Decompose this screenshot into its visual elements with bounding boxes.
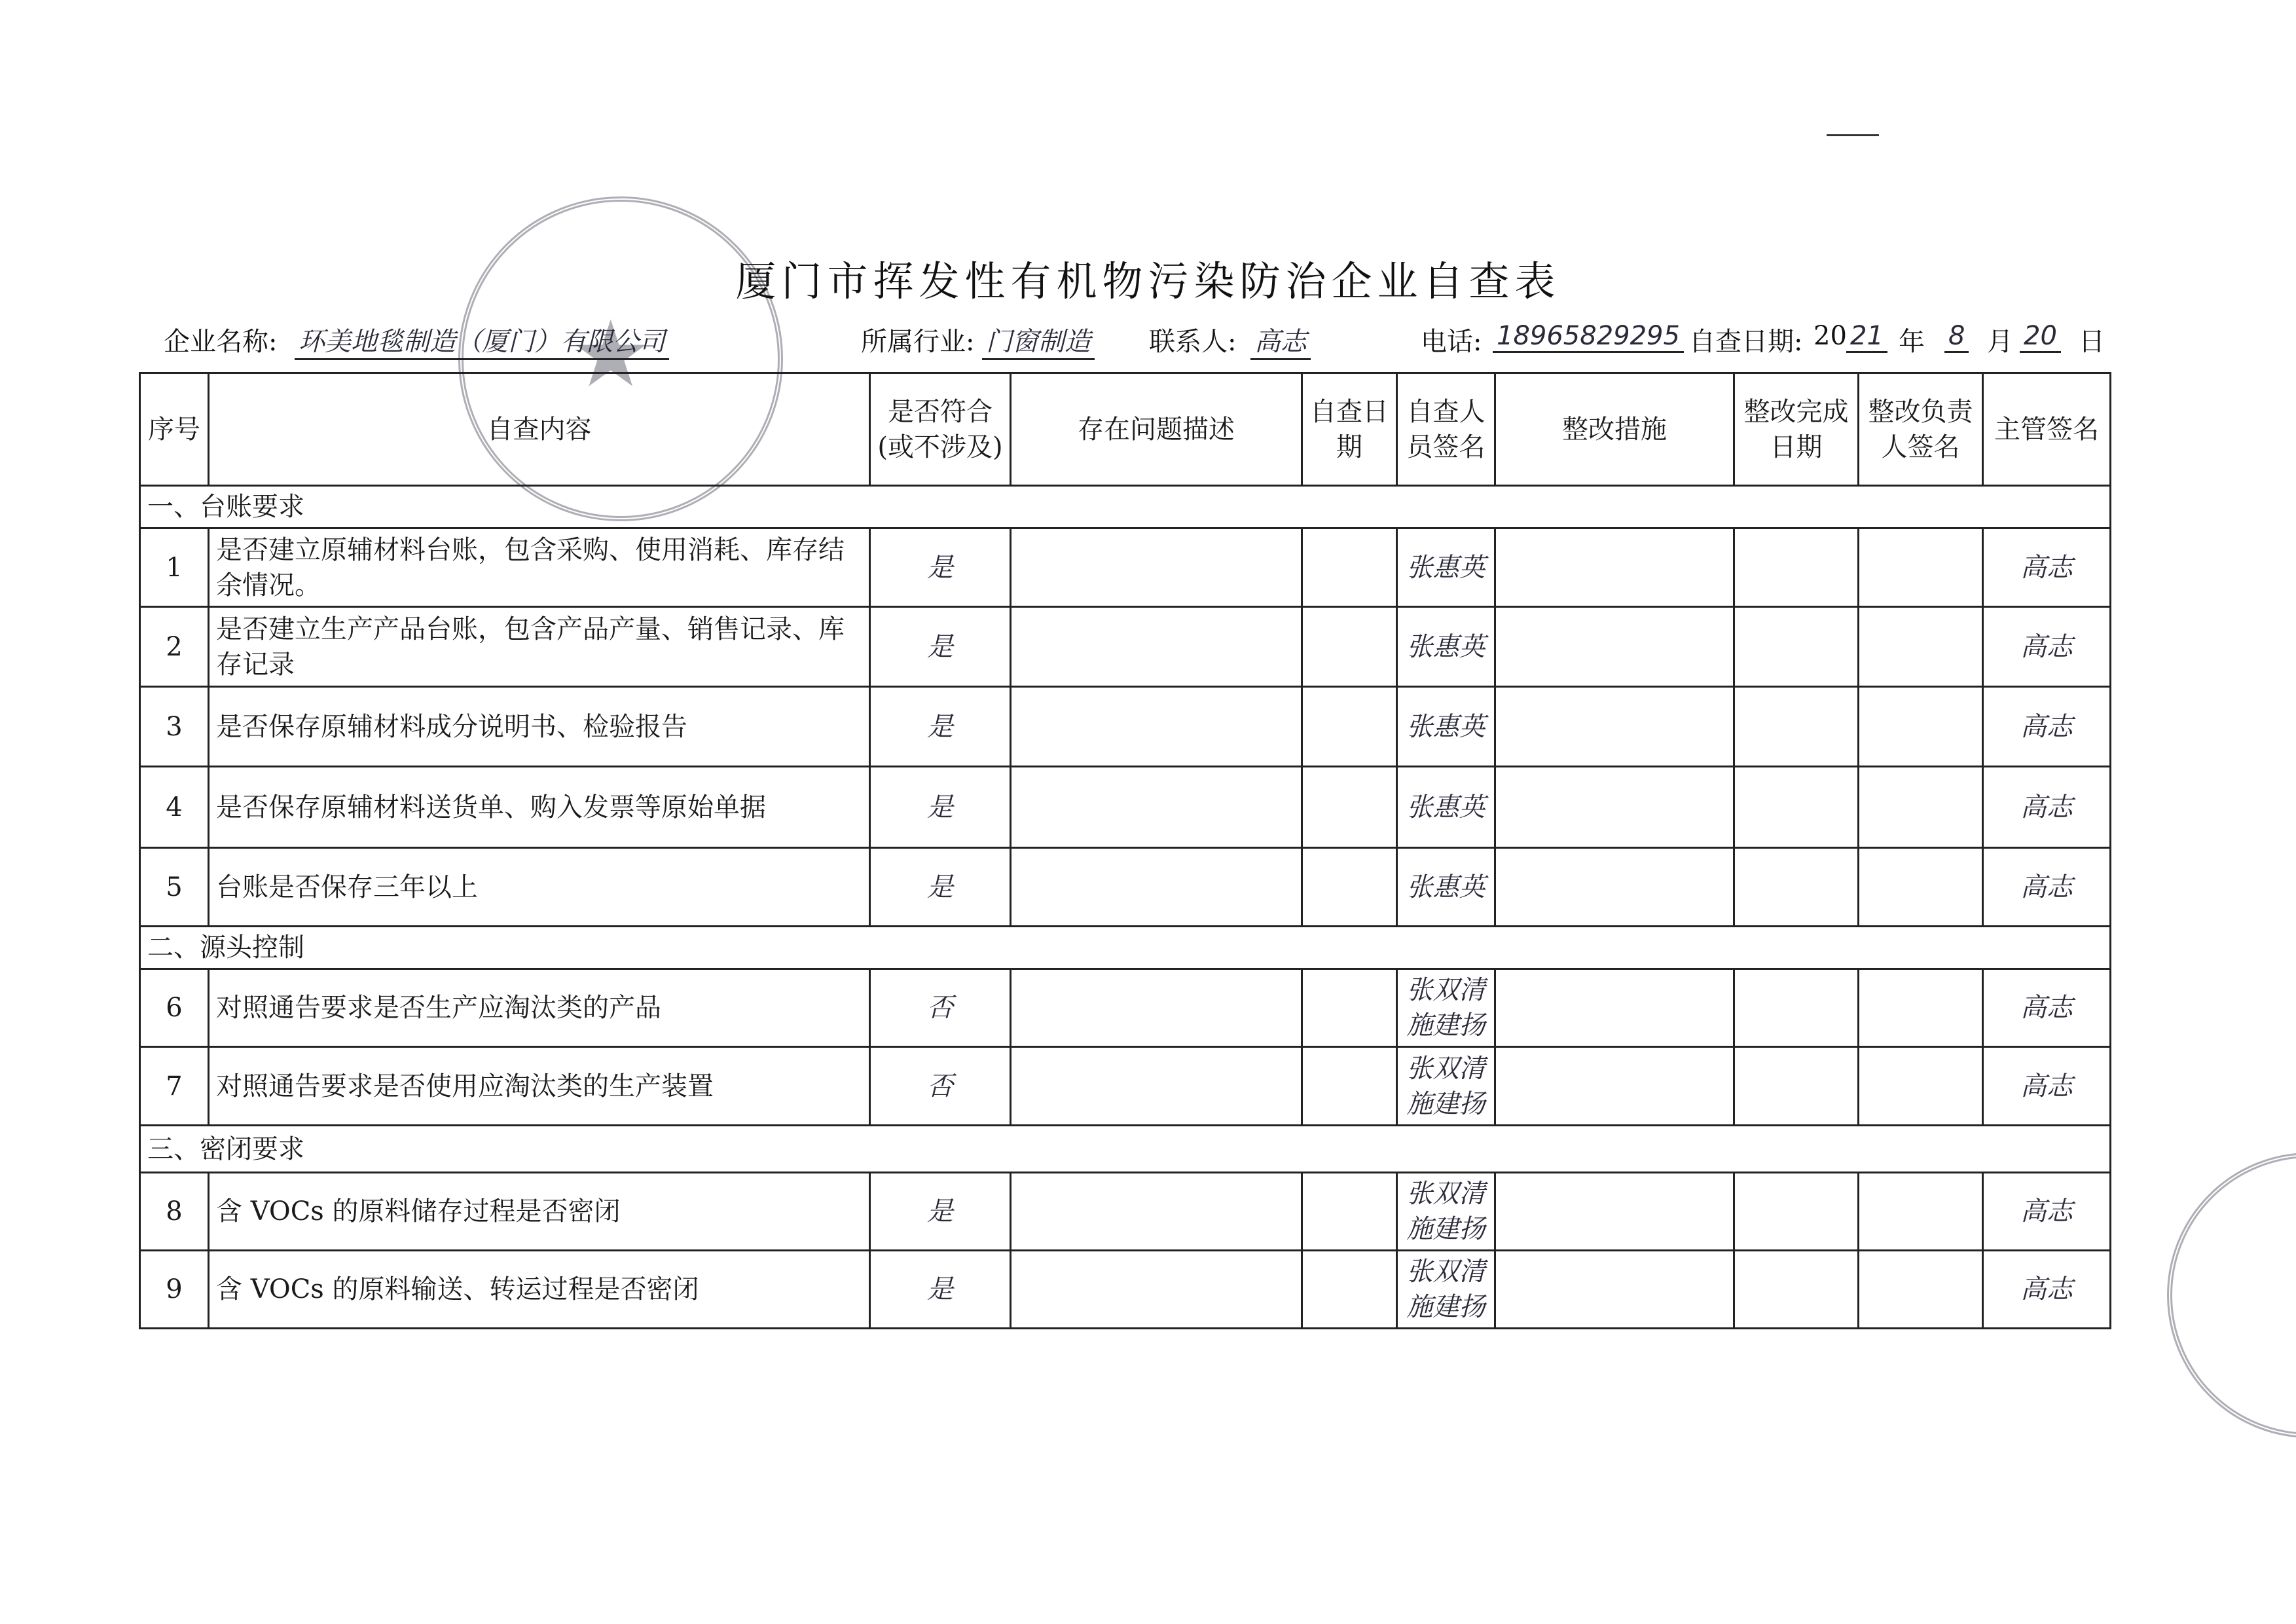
supervisor-signature: 高志 [1983,767,2111,848]
finish-date-cell [1734,969,1859,1047]
table-row [140,767,2111,848]
problem-cell [1011,607,1302,687]
problem-cell [1011,1047,1302,1126]
supervisor-signature: 高志 [1983,848,2111,927]
col-check-date: 自查日期 [1302,373,1397,486]
inspector-signature: 张惠英 [1397,528,1495,607]
phone-label: 电话: [1421,327,1482,357]
measures-cell [1495,969,1734,1047]
section-title: 一、台账要求 [140,486,2111,528]
measures-cell [1495,1251,1734,1329]
answer-handwritten: 是 [870,1251,1011,1329]
measures-cell [1495,1173,1734,1251]
check-date-cell [1302,1251,1397,1329]
responsible-cell [1859,767,1983,848]
responsible-cell [1859,969,1983,1047]
check-date-cell [1302,848,1397,927]
table-row [140,969,2111,1047]
responsible-cell [1859,607,1983,687]
industry-label: 所属行业: [861,327,975,357]
company-value: 环美地毯制造（厦门）有限公司 [295,321,669,360]
responsible-cell [1859,687,1983,767]
measures-cell [1495,767,1734,848]
table-row [140,1173,2111,1251]
measures-cell [1495,1047,1734,1126]
problem-cell [1011,1251,1302,1329]
responsible-cell [1859,1047,1983,1126]
col-inspector: 自查人员签名 [1397,373,1495,486]
row-number: 5 [140,848,209,927]
supervisor-signature: 高志 [1983,607,2111,687]
inspector-signature: 张惠英 [1397,767,1495,848]
measures-cell [1495,848,1734,927]
date-year-prefix: 20 [1813,321,1847,351]
problem-cell [1011,1173,1302,1251]
contact-value: 高志 [1250,321,1311,360]
answer-handwritten: 是 [870,767,1011,848]
check-item: 对照通告要求是否生产应淘汰类的产品 [209,969,870,1047]
finish-date-cell [1734,607,1859,687]
responsible-cell [1859,528,1983,607]
row-number: 2 [140,607,209,687]
contact-label: 联系人: [1149,327,1237,357]
check-item: 对照通告要求是否使用应淘汰类的生产装置 [209,1047,870,1126]
problem-cell [1011,969,1302,1047]
check-date-cell [1302,969,1397,1047]
check-item: 含 VOCs 的原料储存过程是否密闭 [209,1173,870,1251]
check-item: 是否保存原辅材料送货单、购入发票等原始单据 [209,767,870,848]
finish-date-cell [1734,848,1859,927]
supervisor-signature: 高志 [1983,1173,2111,1251]
responsible-cell [1859,848,1983,927]
answer-handwritten: 否 [870,969,1011,1047]
inspector-signature: 张双清 施建扬 [1397,969,1495,1047]
row-number: 4 [140,767,209,848]
supervisor-signature: 高志 [1983,1251,2111,1329]
row-number: 1 [140,528,209,607]
check-date-cell [1302,687,1397,767]
answer-handwritten: 是 [870,1173,1011,1251]
problem-cell [1011,687,1302,767]
company-seal-partial [2167,1153,2296,1438]
col-finish-date: 整改完成日期 [1734,373,1859,486]
table-row [140,848,2111,927]
inspector-signature: 张双清 施建扬 [1397,1047,1495,1126]
industry-value: 门窗制造 [982,321,1095,360]
row-number: 9 [140,1251,209,1329]
inspector-signature: 张惠英 [1397,607,1495,687]
supervisor-signature: 高志 [1983,1047,2111,1126]
section-row [140,1126,2111,1173]
measures-cell [1495,687,1734,767]
month-char: 月 [1987,327,2013,357]
table-row [140,1251,2111,1329]
check-item: 是否建立生产产品台账，包含产品产量、销售记录、库存记录 [209,607,870,687]
responsible-cell [1859,1173,1983,1251]
section-row [140,927,2111,969]
finish-date-cell [1734,1047,1859,1126]
check-item: 台账是否保存三年以上 [209,848,870,927]
answer-handwritten: 是 [870,528,1011,607]
row-number: 7 [140,1047,209,1126]
problem-cell [1011,848,1302,927]
finish-date-cell [1734,1173,1859,1251]
check-date-cell [1302,1047,1397,1126]
finish-date-cell [1734,1251,1859,1329]
check-item: 是否保存原辅材料成分说明书、检验报告 [209,687,870,767]
check-date-cell [1302,1173,1397,1251]
supervisor-signature: 高志 [1983,969,2111,1047]
supervisor-signature: 高志 [1983,687,2111,767]
answer-handwritten: 是 [870,607,1011,687]
finish-date-cell [1734,687,1859,767]
self-check-table [139,372,2111,1329]
col-supervisor: 主管签名 [1983,373,2111,486]
date-month: 8 [1944,321,1969,353]
date-year-suffix: 21 [1846,321,1887,353]
section-title: 二、源头控制 [140,927,2111,969]
row-number: 3 [140,687,209,767]
col-index: 序号 [140,373,209,486]
inspector-signature: 张惠英 [1397,687,1495,767]
section-row [140,486,2111,528]
col-compliant: 是否符合(或不涉及) [870,373,1011,486]
section-title: 三、密闭要求 [140,1126,2111,1173]
inspector-signature: 张双清 施建扬 [1397,1173,1495,1251]
responsible-cell [1859,1251,1983,1329]
pen-mark [1827,134,1879,136]
check-item: 含 VOCs 的原料输送、转运过程是否密闭 [209,1251,870,1329]
check-date-cell [1302,607,1397,687]
check-date-cell [1302,767,1397,848]
row-number: 8 [140,1173,209,1251]
seal-star-icon: ★ [570,301,652,408]
finish-date-cell [1734,767,1859,848]
table-row [140,1047,2111,1126]
col-measures: 整改措施 [1495,373,1734,486]
problem-cell [1011,528,1302,607]
table-body [140,486,2111,1329]
answer-handwritten: 是 [870,848,1011,927]
measures-cell [1495,607,1734,687]
col-content: 自查内容 [209,373,870,486]
answer-handwritten: 否 [870,1047,1011,1126]
table-row [140,607,2111,687]
col-responsible: 整改负责人签名 [1859,373,1983,486]
problem-cell [1011,767,1302,848]
table-row [140,528,2111,607]
col-problem: 存在问题描述 [1011,373,1302,486]
date-label: 自查日期: [1689,327,1803,357]
day-char: 日 [2079,327,2105,357]
row-number: 6 [140,969,209,1047]
date-day: 20 [2020,321,2061,353]
year-char: 年 [1899,327,1925,357]
company-label: 企业名称: [164,327,278,357]
page-title: 厦门市挥发性有机物污染防治企业自查表 [735,257,1561,305]
supervisor-signature: 高志 [1983,528,2111,607]
measures-cell [1495,528,1734,607]
check-date-cell [1302,528,1397,607]
inspector-signature: 张惠英 [1397,848,1495,927]
finish-date-cell [1734,528,1859,607]
header-row [140,373,2111,486]
table-row [140,687,2111,767]
inspector-signature: 张双清 施建扬 [1397,1251,1495,1329]
phone-value: 18965829295 [1493,321,1684,353]
check-item: 是否建立原辅材料台账，包含采购、使用消耗、库存结余情况。 [209,528,870,607]
answer-handwritten: 是 [870,687,1011,767]
